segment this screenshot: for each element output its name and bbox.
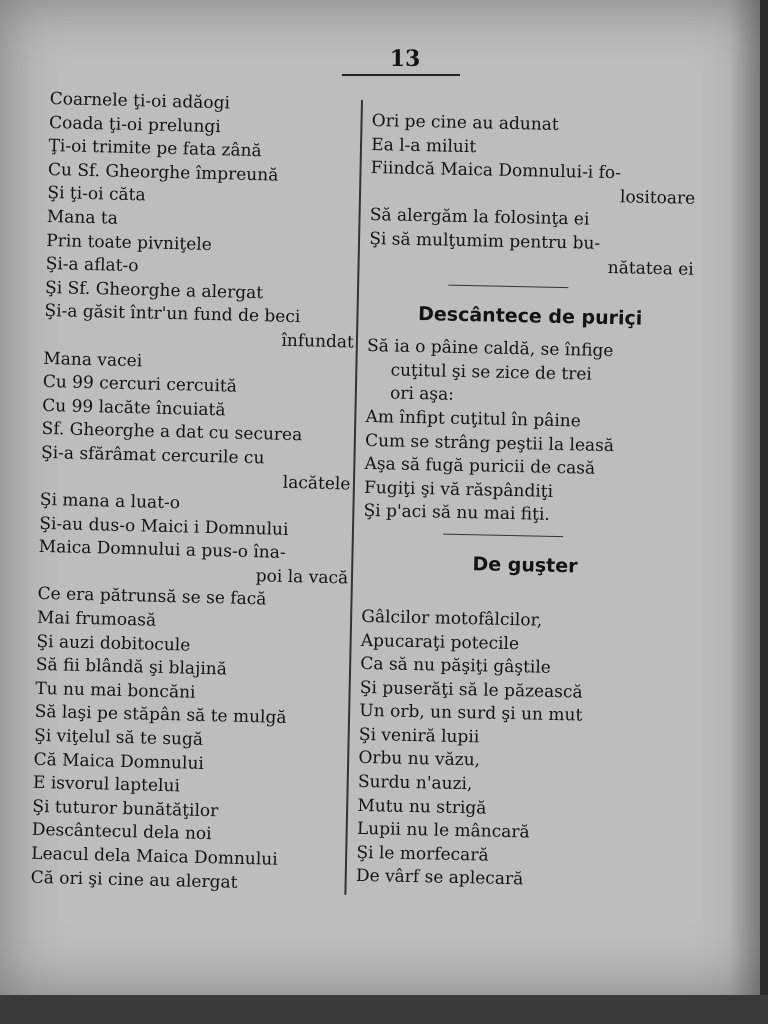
text-line: Că ori şi cine au alergat bbox=[30, 867, 238, 893]
text-line: Coarnele ţi-oi adăogi bbox=[49, 88, 231, 114]
text-line: Fugiţi şi vă răspândiţi bbox=[363, 477, 554, 502]
text-line: Apucaraţi potecile bbox=[360, 630, 520, 654]
text-line: Leacul dela Maica Domnului bbox=[31, 843, 278, 870]
section-title-guster: De guşter bbox=[472, 553, 578, 578]
text-line: E isvorul laptelui bbox=[32, 773, 181, 797]
section-guster-body bbox=[356, 606, 687, 896]
text-line: Şi tuturor bunătăţilor bbox=[32, 796, 219, 822]
text-line: Ca să nu păşiţi gâştile bbox=[360, 653, 552, 678]
text-line: ori aşa: bbox=[389, 383, 455, 406]
text-line: Mana vacei bbox=[43, 348, 143, 371]
text-line: Şi-a sfărâmat cercurile cu bbox=[40, 442, 265, 469]
text-line: poi la vacă bbox=[255, 566, 349, 589]
text-line: Şi le morfecară bbox=[356, 842, 489, 866]
text-line: Cu 99 lacăte încuiată bbox=[41, 395, 226, 421]
right-column bbox=[356, 110, 697, 896]
text-line: Am înfipt cuţitul în pâine bbox=[365, 406, 581, 432]
text-line: lositoare bbox=[619, 186, 696, 209]
text-line: nătatea ei bbox=[607, 257, 694, 280]
text-line: Ţi-oi trimite pe fata zână bbox=[48, 136, 262, 162]
text-line: Şi puserăţi să le păzească bbox=[359, 677, 583, 703]
text-line: Şi viţelul să te sugă bbox=[33, 725, 204, 750]
text-line: Să alergăm la folosinţa ei bbox=[369, 205, 590, 230]
text-line: Mutu nu strigă bbox=[357, 795, 487, 819]
text-line: Ce era pătrunsă se se facă bbox=[37, 584, 267, 610]
page-number: 13 bbox=[389, 46, 421, 72]
text-line: Maica Domnului a pus-o îna- bbox=[38, 537, 286, 564]
text-line: Tu nu mai boncăni bbox=[35, 678, 196, 703]
text-line: Şi auzi dobitocule bbox=[36, 631, 191, 656]
text-line: Prin toate pivniţele bbox=[46, 230, 213, 255]
text-line: Fiindcă Maica Domnului-i fo- bbox=[370, 158, 622, 184]
text-line: înfundat bbox=[281, 330, 355, 353]
text-line: Coada ţi-oi prelungi bbox=[48, 112, 221, 137]
text-line: Şi veniră lupii bbox=[358, 724, 480, 748]
text-line: Aşa să fugă puricii de casă bbox=[364, 454, 596, 479]
text-line: Şi-au dus-o Maici i Domnului bbox=[39, 513, 289, 540]
text-line: Şi-a aflat-o bbox=[45, 254, 139, 277]
text-line: Lupii nu le mâncară bbox=[356, 819, 530, 843]
text-line: De vârf se aplecară bbox=[355, 866, 524, 890]
text-line: Şi Sf. Gheorghe a alergat bbox=[44, 277, 264, 304]
text-line: Sf. Gheorghe a dat cu securea bbox=[41, 419, 303, 446]
text-line: Mana ta bbox=[46, 206, 119, 229]
text-line: Cu Sf. Gheorghe împreună bbox=[47, 159, 279, 186]
text-line: Orbu nu văzu, bbox=[358, 748, 481, 771]
page-number-rule bbox=[342, 74, 460, 76]
text-line: Să fii blândă şi blajină bbox=[35, 655, 228, 680]
text-line: Să ia o pâine caldă, se înfige bbox=[366, 336, 614, 362]
text-line: Cum se strâng peştii la leasă bbox=[364, 430, 615, 456]
text-line: Să laşi pe stăpân să te mulgă bbox=[34, 702, 287, 729]
text-line: Şi să mulţumim pentru bu- bbox=[369, 228, 601, 254]
text-line: cuţitul şi se zice de trei bbox=[390, 360, 593, 385]
text-line: Mai frumoasă bbox=[36, 607, 157, 631]
left-column bbox=[30, 88, 360, 898]
text-line: Gâlcilor motofâlcilor, bbox=[361, 606, 543, 631]
text-line: Descântecul dela noi bbox=[31, 820, 212, 845]
text-line: Şi p'aci să nu mai fiţi. bbox=[363, 501, 550, 526]
section-purici-body bbox=[363, 335, 692, 531]
text-line: Un orb, un surd şi un mut bbox=[359, 701, 583, 726]
text-line: Şi mana a luat-o bbox=[39, 489, 181, 514]
text-line: Ea l-a miluit bbox=[371, 134, 477, 157]
text-line: Surdu n'auzi, bbox=[357, 771, 473, 795]
right-column-intro bbox=[369, 110, 697, 282]
text-line: Şi-a găsit într'un fund de beci bbox=[44, 301, 301, 328]
text-line: lacătele bbox=[282, 472, 351, 494]
section-title-purici: Descântece de puriçi bbox=[417, 303, 643, 330]
text-line: Că Maica Domnului bbox=[33, 749, 205, 774]
text-line: Cu 99 cercuri cercuită bbox=[42, 372, 238, 397]
text-line: Şi ţi-oi căta bbox=[47, 183, 146, 206]
text-line: Ori pe cine au adunat bbox=[371, 110, 559, 135]
page-edge-shadow bbox=[0, 995, 768, 1024]
